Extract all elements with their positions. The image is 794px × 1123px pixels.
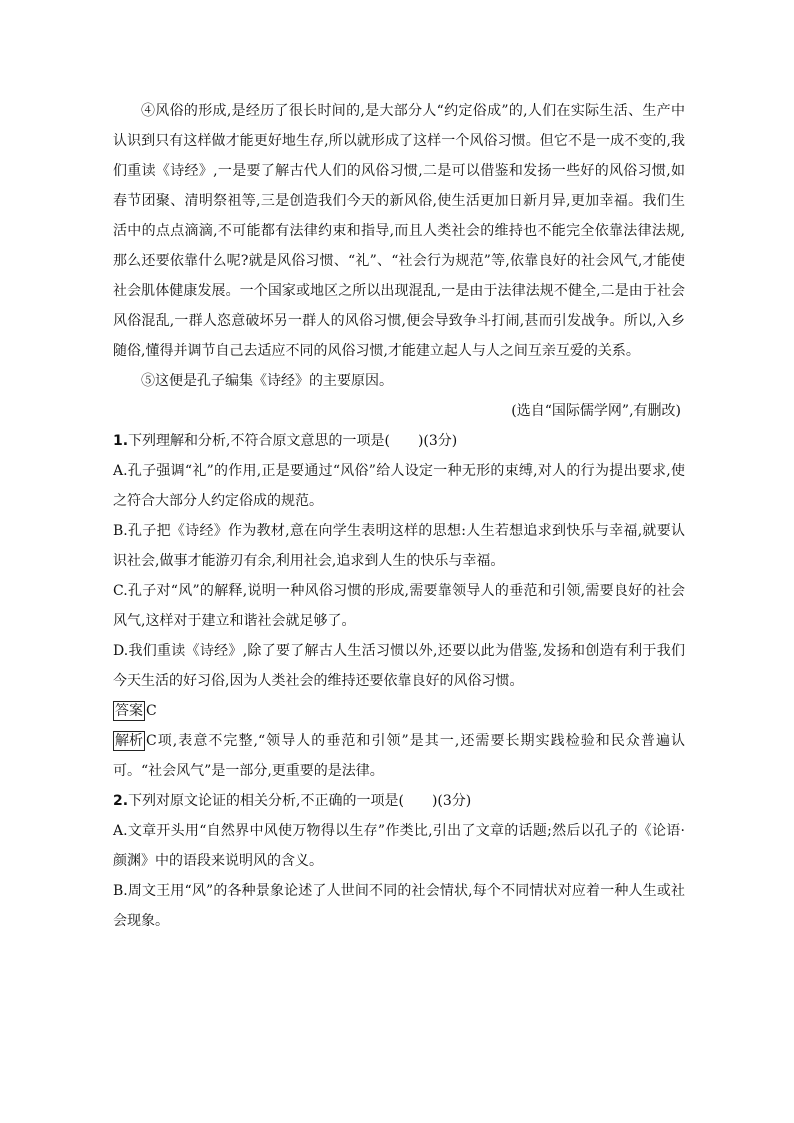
question-2-text: 下列对原文论证的相关分析,不正确的一项是( )(3分): [128, 793, 472, 809]
question-1-option-d: D.我们重读《诗经》,除了要了解古人生活习惯以外,还要以此为借鉴,发扬和创造有利于我们今天生活的好习俗,因为人类社会的维持还要依靠良好的风俗习惯。: [113, 643, 685, 689]
answer-value: C: [146, 703, 157, 719]
question-1-number: 1.: [113, 433, 129, 449]
question-2: [113, 786, 685, 936]
question-1: [113, 426, 685, 786]
question-1-option-c: C.孔子对“风”的解释,说明一种风俗习惯的形成,需要靠领导人的垂范和引领,需要良好的社会风气,这样对于建立和谐社会就足够了。: [113, 583, 685, 629]
question-1-stem: [113, 426, 685, 456]
analysis-text: C项,表意不完整,“领导人的垂范和引领”是其一,还需要长期实践检验和民众普遍认可。“社会风气”是一部分,更重要的是法律。: [113, 733, 685, 779]
question-2-option-a: A.文章开头用“自然界中风使万物得以生存”作类比,引出了文章的话题;然后以孔子的《论语·颜渊》中的语段来说明风的含义。: [113, 823, 685, 869]
question-1-answer: [113, 696, 685, 726]
question-2-option-b: B.周文王用“风”的各种景象论述了人世间不同的社会情状,每个不同情状对应着一种人生或社会现象。: [113, 883, 685, 929]
analysis-label: 解析: [115, 733, 143, 749]
question-1-text: 下列理解和分析,不符合原文意思的一项是( )(3分): [128, 433, 458, 449]
passage-paragraph-4: ④风俗的形成,是经历了很长时间的,是大部分人“约定俗成”的,人们在实际生活、生产中认识到只有这样做才能更好地生存,所以就形成了这样一个风俗习惯。但它不是一成不变的,我们重读《诗经》,一是要了解古代人们的风俗习惯,二是可以借鉴和发扬一些好的风俗习惯,如春节团聚、清明祭祖等,三是创造我们今天的新风俗,使生活更加日新月异,更加幸福。我们生活中的点点滴滴,不可能都有法律约束和指导,而且人类社会的维持也不能完全依靠法律法规,那么还要依靠什么呢?就是风俗习惯、“礼”、“社会行为规范”等,依靠良好的社会风气,才能使社会肌体健康发展。一个国家或地区之所以出现混乱,一是由于法律法规不健全,二是由于社会风俗混乱,一群人恣意破坏另一群人的风俗习惯,便会导致争斗打闹,甚而引发战争。所以,入乡随俗,懂得并调节自己去适应不同的风俗习惯,才能建立起人与人之间互亲互爱的关系。: [113, 103, 685, 359]
question-2-number: 2.: [113, 793, 129, 809]
question-2-stem: [113, 786, 685, 816]
question-1-option-b: B.孔子把《诗经》作为教材,意在向学生表明这样的思想:人生若想追求到快乐与幸福,就要认识社会,做事才能游刃有余,利用社会,追求到人生的快乐与幸福。: [113, 523, 685, 569]
passage-source: (选自“国际儒学网”,有删改): [511, 403, 681, 419]
passage-paragraph-5: ⑤这便是孔子编集《诗经》的主要原因。: [141, 373, 393, 389]
document-page: [113, 96, 685, 936]
answer-label: 答案: [115, 703, 143, 719]
question-1-option-a: A.孔子强调“礼”的作用,正是要通过“风俗”给人设定一种无形的束缚,对人的行为提出要求,使之符合大部分人约定俗成的规范。: [113, 463, 685, 509]
question-1-analysis: [113, 726, 685, 786]
